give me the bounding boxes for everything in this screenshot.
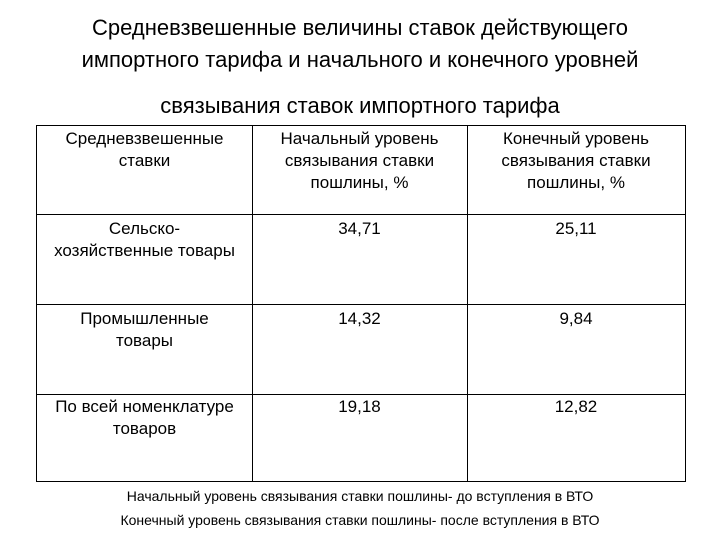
row-divider-2 [37, 304, 685, 305]
row-label-industrial: Промышленные товары [80, 309, 209, 350]
row-agricultural-initial: 34,71 [338, 219, 381, 238]
header-weighted-rates: Средневзвешенные ставки [65, 129, 224, 170]
slide-title-line-2: импортного тарифа и начального и конечного уровней [81, 47, 639, 72]
row-label-all-nomenclature: По всей номенклатуре товаров [55, 397, 234, 438]
row-all-nomenclature-initial: 19,18 [338, 397, 381, 416]
header-final-binding-level: Конечный уровень связывания ставки пошлины, % [501, 129, 651, 192]
row-agricultural-final: 25,11 [555, 219, 597, 238]
row-industrial-final: 9,84 [559, 309, 593, 328]
row-divider-3 [37, 394, 685, 395]
slide-title-line-1: Средневзвешенные величины ставок действующего [91, 15, 629, 40]
slide-title-line-3: связывания ставок импортного тарифа [160, 93, 560, 118]
row-industrial-initial: 14,32 [338, 309, 381, 328]
row-all-nomenclature-final: 12,82 [554, 397, 598, 416]
footnote-final-level: Конечный уровень связывания ставки пошлины- после вступления в ВТО [120, 512, 600, 528]
header-initial-binding-level: Начальный уровень связывания ставки пошлины, % [280, 129, 439, 192]
row-label-agricultural: Сельско- хозяйственные товары [54, 219, 235, 260]
row-divider-1 [37, 214, 685, 215]
tariff-table [36, 125, 686, 482]
footnote-initial-level: Начальный уровень связывания ставки пошлины- до вступления в ВТО [126, 488, 594, 504]
